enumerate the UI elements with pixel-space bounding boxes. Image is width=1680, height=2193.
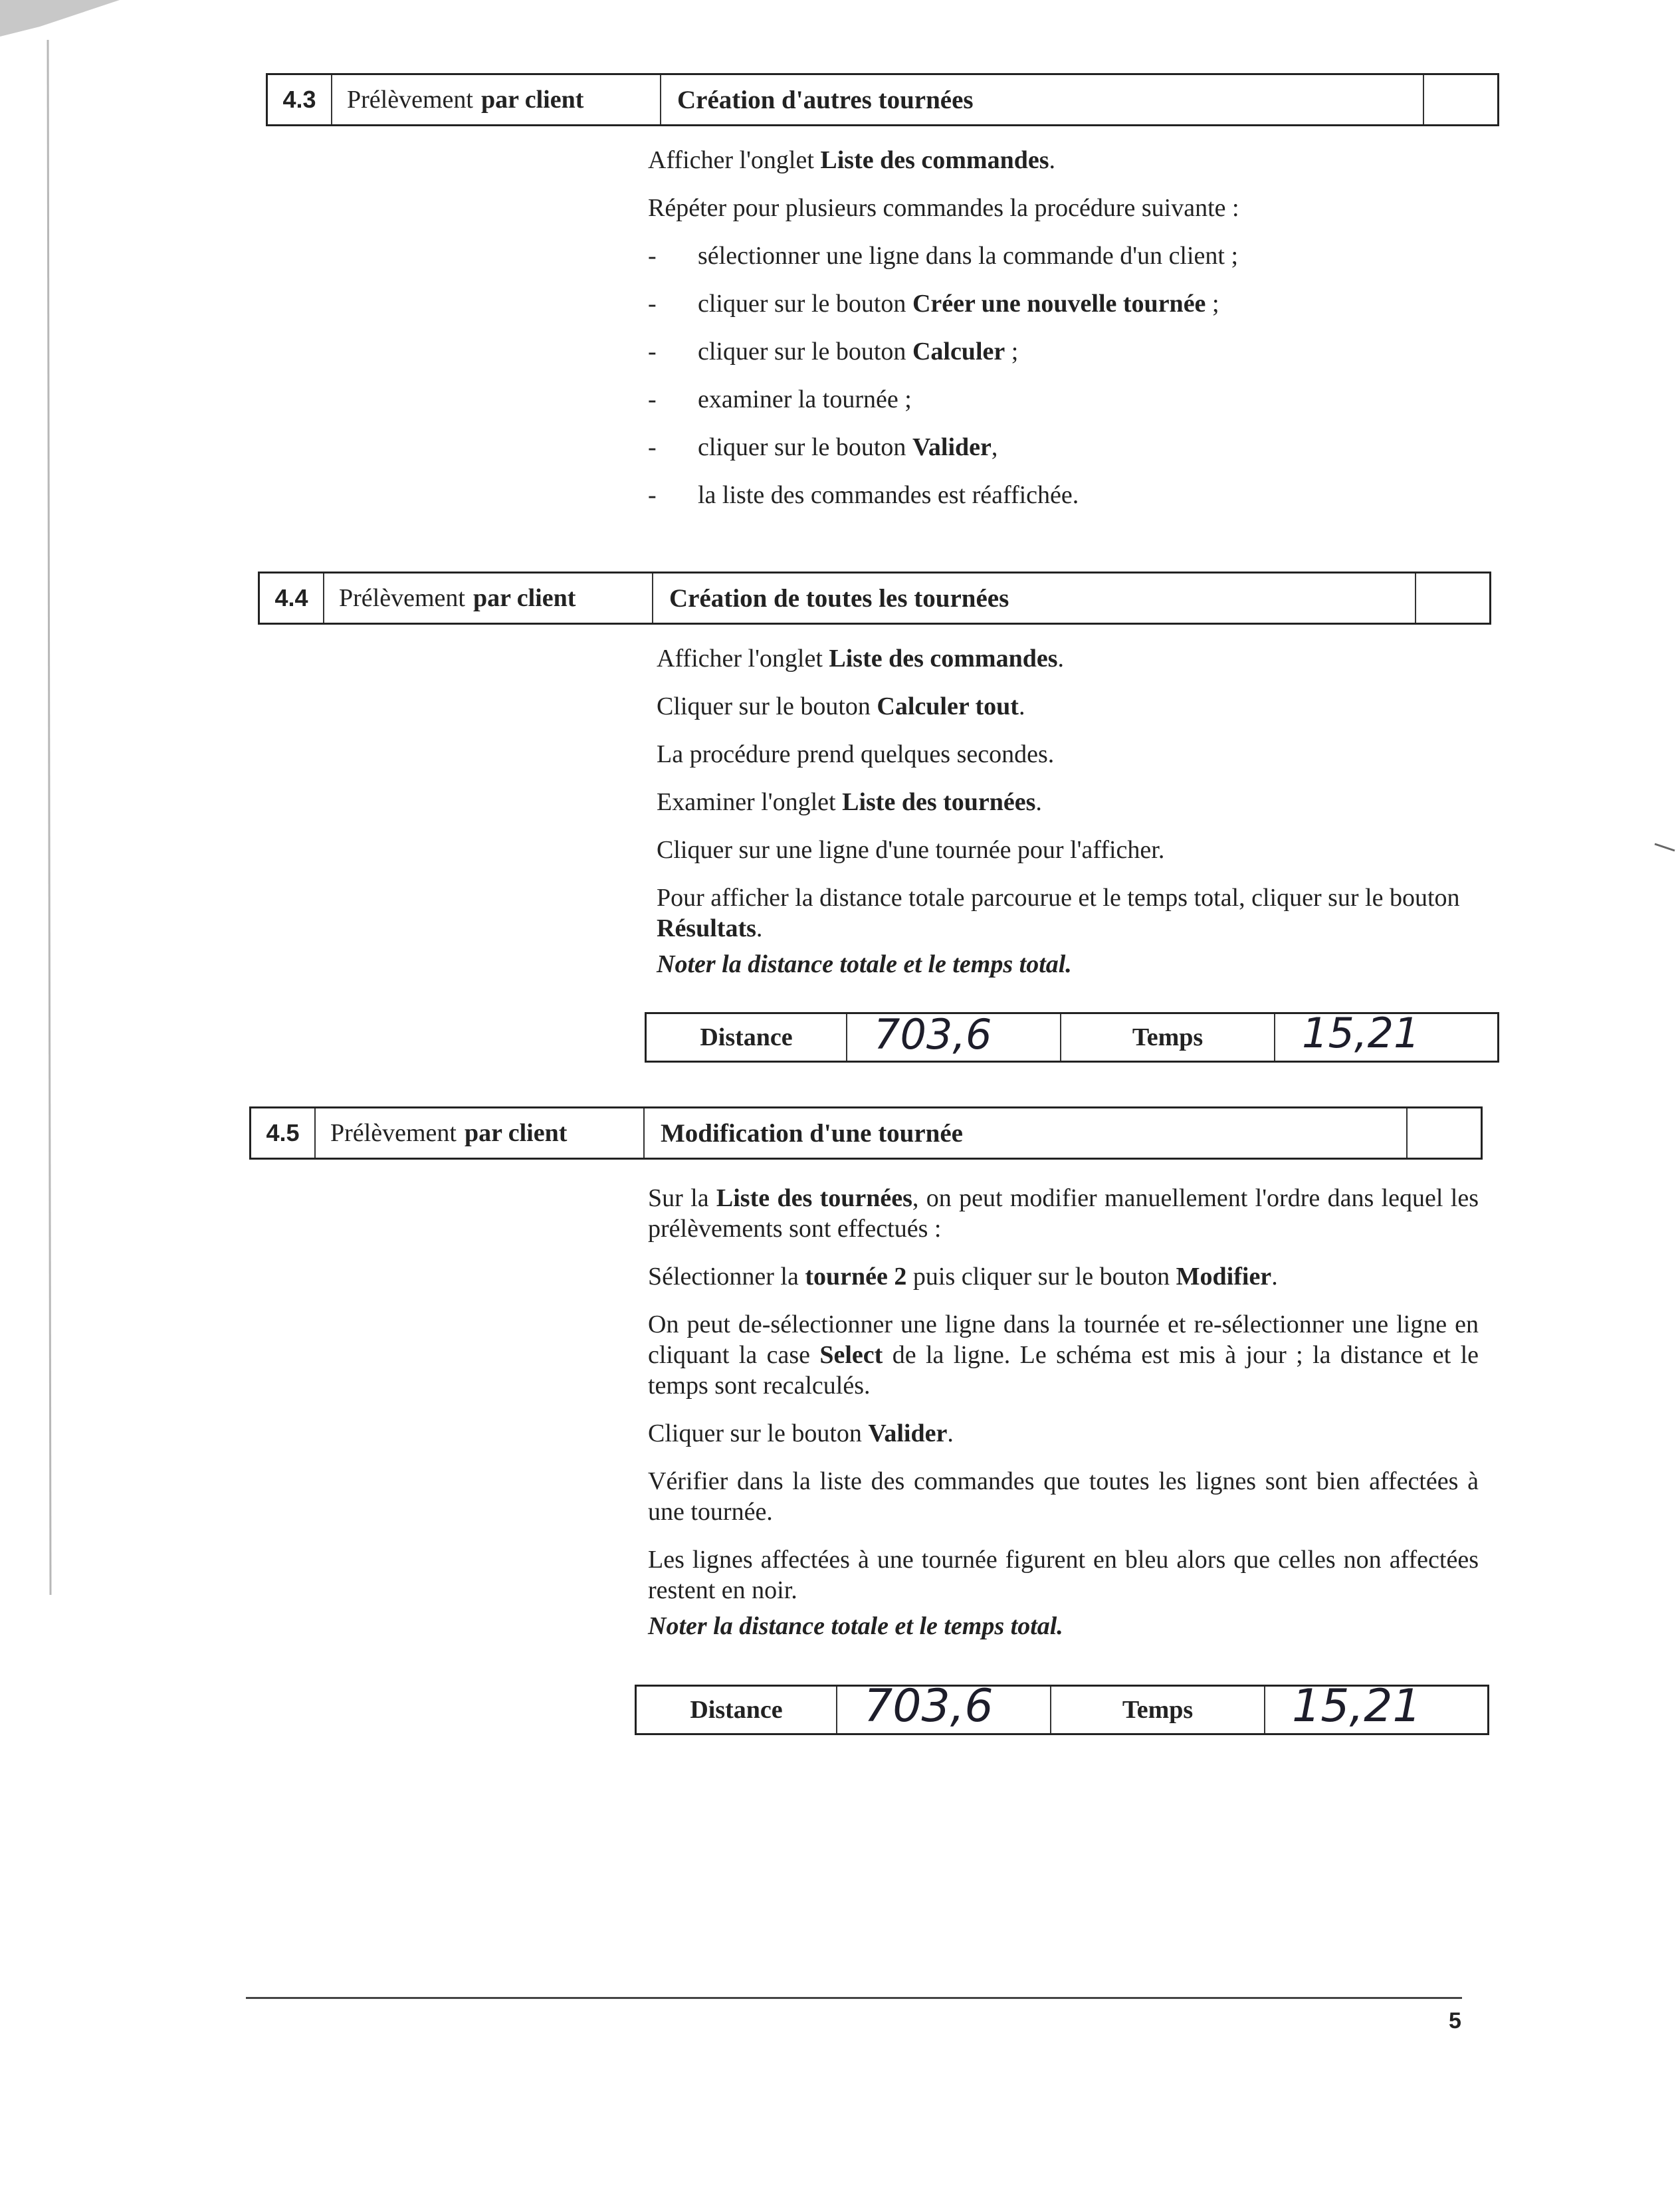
page-number: 5	[1449, 2008, 1461, 2034]
distance-label: Distance	[637, 1687, 837, 1733]
instruction-line: Afficher l'onglet Liste des commandes.	[648, 146, 1056, 174]
section-title: Création d'autres tournées	[677, 85, 974, 114]
section-header-4-4	[258, 572, 1491, 625]
instruction-line: On peut de-sélectionner une ligne dans la tournée et re-sélectionner une ligne en cliquant la case Select de la ligne. Le schéma est mis à jour ; la distance et le temps sont recalculés.	[648, 1310, 1479, 1400]
instruction-line: Sélectionner la tournée 2 puis cliquer sur le bouton Modifier.	[648, 1263, 1278, 1291]
instruction-line: Cliquer sur le bouton Calculer tout.	[657, 692, 1025, 720]
instruction-line: Les lignes affectées à une tournée figurent en bleu alors que celles non affectées restent en noir.	[648, 1546, 1479, 1604]
section-body-4-4	[657, 643, 1481, 980]
result-table	[635, 1680, 1489, 1735]
note-line: Noter la distance totale et le temps total.	[648, 1612, 1063, 1640]
temps-field[interactable]	[1275, 1009, 1497, 1061]
instruction-line: La procédure prend quelques secondes.	[657, 740, 1055, 768]
list-item: - sélectionner une ligne dans la commande d'un client ;	[648, 242, 1239, 270]
section-header-4-5	[249, 1106, 1483, 1160]
note-line: Noter la distance totale et le temps total.	[657, 950, 1072, 978]
distance-field[interactable]	[847, 1010, 1061, 1061]
checkbox-cell[interactable]	[1415, 574, 1489, 623]
checkbox-cell[interactable]	[1423, 75, 1497, 124]
distance-handwritten-value: 703,6	[874, 1010, 992, 1059]
temps-label: Temps	[1061, 1014, 1275, 1061]
temps-handwritten-value: 15,21	[1302, 1009, 1420, 1057]
section-title: Modification d'une tournée	[661, 1118, 963, 1148]
footer-rule	[246, 1997, 1462, 1999]
list-item: - cliquer sur le bouton Calculer ;	[648, 338, 1019, 366]
temps-label: Temps	[1051, 1687, 1265, 1733]
section-category: Prélèvement par client	[332, 75, 661, 124]
instruction-line: Vérifier dans la liste des commandes que toutes les lignes sont bien affectées à une tournée.	[648, 1467, 1479, 1526]
section-body-4-5	[648, 1183, 1479, 1641]
distance-handwritten-value: 703,6	[864, 1680, 994, 1732]
distance-label: Distance	[647, 1014, 847, 1061]
list-item: - cliquer sur le bouton Créer une nouvelle tournée ;	[648, 290, 1219, 318]
instruction-line: Cliquer sur une ligne d'une tournée pour l'afficher.	[657, 836, 1165, 864]
result-table	[645, 1009, 1499, 1063]
list-item: - cliquer sur le bouton Valider,	[648, 433, 998, 461]
instruction-line: Cliquer sur le bouton Valider.	[648, 1419, 954, 1447]
instruction-line: Pour afficher la distance totale parcourue et le temps total, cliquer sur le bouton Résultats.	[657, 884, 1460, 942]
instruction-line: Sur la Liste des tournées, on peut modifier manuellement l'ordre dans lequel les prélèvements sont effectués :	[648, 1184, 1479, 1243]
section-category: Prélèvement par client	[316, 1108, 645, 1158]
distance-field[interactable]	[837, 1680, 1051, 1733]
list-item: - la liste des commandes est réaffichée.	[648, 481, 1079, 509]
instruction-line: Afficher l'onglet Liste des commandes.	[657, 645, 1065, 673]
section-category: Prélèvement par client	[324, 574, 653, 623]
temps-handwritten-value: 15,21	[1292, 1680, 1421, 1732]
instruction-line: Examiner l'onglet Liste des tournées.	[657, 788, 1042, 816]
section-title: Création de toutes les tournées	[669, 583, 1009, 613]
section-number: 4.3	[268, 75, 332, 124]
section-number: 4.5	[251, 1108, 316, 1158]
bullet-list	[648, 241, 1479, 528]
list-item: - examiner la tournée ;	[648, 385, 912, 413]
temps-field[interactable]	[1265, 1680, 1487, 1733]
instruction-line: Répéter pour plusieurs commandes la procédure suivante :	[648, 194, 1239, 222]
section-number: 4.4	[260, 574, 324, 623]
section-header-4-3	[266, 73, 1499, 126]
section-body-4-3	[648, 145, 1479, 241]
checkbox-cell[interactable]	[1406, 1108, 1481, 1158]
